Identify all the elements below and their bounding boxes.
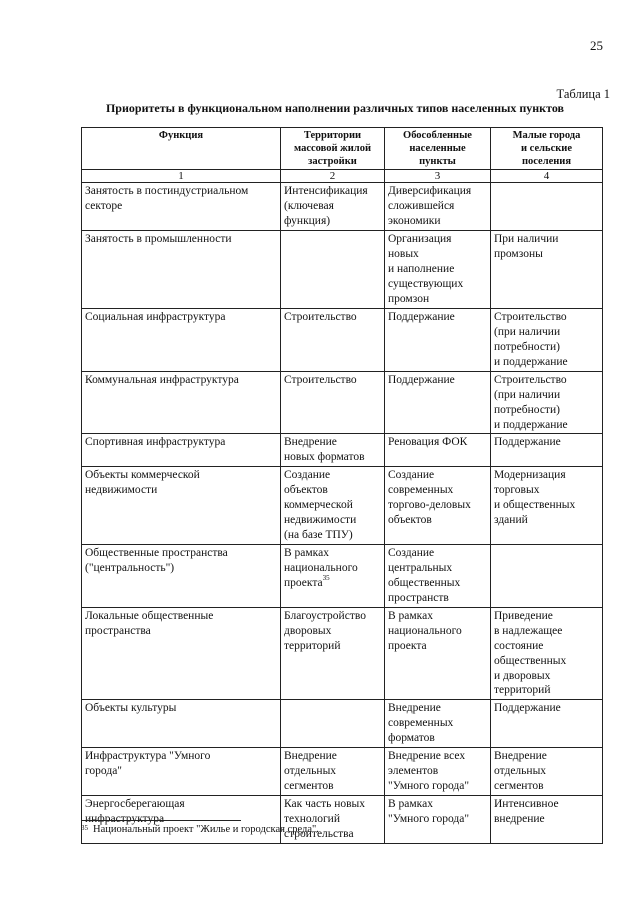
table-row bbox=[82, 308, 603, 371]
cell-line: "Умного города" bbox=[388, 812, 470, 825]
cell-line: и поддержание bbox=[494, 418, 568, 431]
cell-line: сегментов bbox=[284, 780, 334, 793]
cell-line: в надлежащее bbox=[494, 624, 563, 637]
column-header bbox=[281, 128, 385, 170]
cell-line: Объекты культуры bbox=[85, 702, 177, 715]
priority-cell bbox=[491, 545, 603, 608]
function-cell bbox=[82, 545, 281, 608]
cell-line: (на базе ТПУ) bbox=[284, 529, 353, 542]
cell-line: Благоустройство bbox=[284, 609, 366, 622]
cell-line: современных bbox=[388, 484, 454, 497]
column-header-line: Территории bbox=[303, 130, 362, 141]
cell-line: существующих bbox=[388, 278, 464, 291]
table-row bbox=[82, 371, 603, 434]
cell-line: торгово-деловых bbox=[388, 499, 471, 512]
column-header-line: массовой жилой bbox=[293, 142, 372, 154]
function-cell bbox=[82, 183, 281, 231]
priority-cell bbox=[491, 371, 603, 434]
priority-cell bbox=[281, 748, 385, 796]
table-row bbox=[82, 700, 603, 748]
cell-line: Энергосберегающая bbox=[85, 798, 185, 811]
cell-line: Коммунальная инфраструктура bbox=[85, 373, 239, 386]
cell-line: Интенсификация bbox=[284, 185, 368, 198]
cell-line: и наполнение bbox=[388, 263, 455, 276]
priority-cell bbox=[491, 308, 603, 371]
column-number: 4 bbox=[491, 170, 603, 183]
cell-line: технологий bbox=[284, 812, 340, 825]
cell-line: инфраструктура bbox=[85, 812, 165, 825]
cell-line: форматов bbox=[388, 732, 435, 745]
table-row bbox=[82, 545, 603, 608]
priorities-table bbox=[81, 127, 603, 844]
cell-line: Внедрение bbox=[284, 436, 337, 449]
cell-line: национального bbox=[388, 624, 462, 637]
table-row bbox=[82, 607, 603, 700]
cell-line: Создание bbox=[284, 469, 331, 482]
cell-line: Инфраструктура "Умного bbox=[85, 750, 211, 763]
cell-line: Строительство bbox=[494, 373, 567, 386]
cell-line: и общественных bbox=[494, 499, 576, 512]
cell-line: общественных bbox=[494, 654, 567, 667]
cell-line: Строительство bbox=[284, 310, 357, 323]
priority-cell bbox=[385, 371, 491, 434]
priority-cell bbox=[385, 796, 491, 844]
cell-line: Локальные общественные bbox=[85, 609, 214, 622]
cell-line: Занятость в постиндустриальном bbox=[85, 185, 249, 198]
cell-line: Интенсивное bbox=[494, 798, 559, 811]
priority-cell bbox=[281, 796, 385, 844]
priority-cell bbox=[281, 545, 385, 608]
cell-line: Модернизация bbox=[494, 469, 566, 482]
priority-cell bbox=[491, 607, 603, 700]
page-number: 25 bbox=[590, 38, 603, 53]
column-header bbox=[491, 128, 603, 170]
priority-cell bbox=[491, 231, 603, 309]
cell-line: (при наличии bbox=[494, 388, 561, 401]
cell-line: Внедрение bbox=[494, 750, 547, 763]
priority-cell bbox=[385, 434, 491, 467]
cell-line: Поддержание bbox=[494, 702, 561, 715]
function-cell bbox=[82, 308, 281, 371]
cell-line: "Умного города" bbox=[388, 780, 470, 793]
table-row bbox=[82, 231, 603, 309]
priority-cell bbox=[385, 467, 491, 545]
priority-cell bbox=[281, 467, 385, 545]
priority-cell bbox=[385, 308, 491, 371]
cell-line: объектов bbox=[284, 484, 328, 497]
table-row bbox=[82, 183, 603, 231]
cell-line: ("центральность") bbox=[85, 561, 175, 574]
cell-line: состояние bbox=[494, 639, 544, 652]
cell-line: проекта bbox=[388, 639, 427, 652]
cell-line: элементов bbox=[388, 765, 439, 778]
cell-line: промзоны bbox=[494, 248, 543, 261]
cell-line: экономики bbox=[388, 215, 441, 228]
column-header-line: Малые города bbox=[512, 130, 581, 141]
priority-cell bbox=[281, 308, 385, 371]
priority-cell bbox=[281, 183, 385, 231]
priority-cell bbox=[281, 434, 385, 467]
function-cell bbox=[82, 748, 281, 796]
priority-cell bbox=[491, 748, 603, 796]
priority-cell bbox=[385, 183, 491, 231]
function-cell bbox=[82, 231, 281, 309]
table-row bbox=[82, 748, 603, 796]
cell-line: потребности) bbox=[494, 340, 560, 353]
cell-line: Создание bbox=[388, 469, 435, 482]
priority-cell bbox=[281, 607, 385, 700]
cell-line: Общественные пространства bbox=[85, 547, 228, 560]
column-number-row bbox=[82, 170, 603, 183]
cell-line: дворовых bbox=[284, 624, 332, 637]
cell-line: современных bbox=[388, 717, 454, 730]
function-cell bbox=[82, 700, 281, 748]
cell-line: новых bbox=[388, 248, 419, 261]
cell-line: В рамках bbox=[284, 547, 329, 560]
cell-line: отдельных bbox=[284, 765, 337, 778]
priority-cell bbox=[491, 183, 603, 231]
column-header-line: Функция bbox=[158, 130, 204, 141]
function-cell bbox=[82, 434, 281, 467]
cell-line: и дворовых bbox=[494, 669, 551, 682]
cell-line: функция) bbox=[284, 215, 331, 228]
cell-line: Поддержание bbox=[388, 373, 455, 386]
cell-line: Реновация ФОК bbox=[388, 436, 468, 449]
cell-line: сложившейся bbox=[388, 200, 455, 213]
cell-line: проекта bbox=[284, 576, 323, 589]
priority-cell bbox=[491, 467, 603, 545]
cell-line: Социальная инфраструктура bbox=[85, 310, 226, 323]
priority-cell bbox=[491, 796, 603, 844]
cell-line: потребности) bbox=[494, 403, 560, 416]
cell-line: Создание bbox=[388, 547, 435, 560]
cell-line: Поддержание bbox=[388, 310, 455, 323]
column-header-line: поселения bbox=[521, 155, 572, 167]
cell-line: Спортивная инфраструктура bbox=[85, 436, 226, 449]
table-label: Таблица 1 bbox=[556, 87, 610, 101]
priority-cell bbox=[491, 700, 603, 748]
column-header-line: Обособленные bbox=[403, 130, 472, 141]
priority-cell bbox=[281, 231, 385, 309]
priority-cell bbox=[385, 607, 491, 700]
cell-line: Как часть новых bbox=[284, 798, 366, 811]
cell-line: Занятость в промышленности bbox=[85, 233, 232, 246]
table-body bbox=[82, 170, 603, 843]
column-header-line: пункты bbox=[419, 155, 456, 167]
cell-line: недвижимости bbox=[85, 484, 158, 497]
cell-line: отдельных bbox=[494, 765, 547, 778]
column-number: 3 bbox=[385, 170, 491, 183]
footnote-number: 35 bbox=[81, 824, 88, 832]
cell-line: торговых bbox=[494, 484, 540, 497]
column-header bbox=[82, 128, 281, 170]
cell-line: и поддержание bbox=[494, 355, 568, 368]
column-header bbox=[385, 128, 491, 170]
footnote-reference[interactable]: 35 bbox=[322, 573, 330, 582]
cell-line: Приведение bbox=[494, 609, 553, 622]
cell-line: В рамках bbox=[388, 609, 433, 622]
cell-line: недвижимости bbox=[284, 514, 357, 527]
cell-line: территорий bbox=[284, 639, 341, 652]
cell-line: При наличии bbox=[494, 233, 559, 246]
cell-line: строительства bbox=[284, 827, 354, 840]
cell-line: промзон bbox=[388, 293, 430, 306]
footnote-divider bbox=[81, 820, 241, 821]
cell-line: Внедрение всех bbox=[388, 750, 466, 763]
cell-line: Поддержание bbox=[494, 436, 561, 449]
cell-line: внедрение bbox=[494, 812, 545, 825]
cell-line: Диверсификация bbox=[388, 185, 472, 198]
cell-line: (при наличии bbox=[494, 325, 561, 338]
priority-cell bbox=[281, 700, 385, 748]
cell-line: пространства bbox=[85, 624, 151, 637]
cell-line: Строительство bbox=[284, 373, 357, 386]
priority-cell bbox=[385, 748, 491, 796]
cell-line: Объекты коммерческой bbox=[85, 469, 200, 482]
function-cell bbox=[82, 371, 281, 434]
cell-line: пространств bbox=[388, 591, 449, 604]
cell-line: территорий bbox=[494, 684, 551, 697]
priority-cell bbox=[385, 231, 491, 309]
cell-line: зданий bbox=[494, 514, 528, 527]
cell-line: Строительство bbox=[494, 310, 567, 323]
column-header-line: населенные bbox=[409, 142, 466, 154]
cell-line: Внедрение bbox=[284, 750, 337, 763]
priority-cell bbox=[385, 545, 491, 608]
column-header-line: застройки bbox=[308, 155, 357, 167]
table-row bbox=[82, 467, 603, 545]
table-header-row bbox=[82, 128, 603, 170]
function-cell bbox=[82, 467, 281, 545]
priority-cell bbox=[281, 371, 385, 434]
cell-line: коммерческой bbox=[284, 499, 353, 512]
cell-line: новых форматов bbox=[284, 451, 365, 464]
cell-line: города" bbox=[85, 765, 122, 778]
footnote bbox=[81, 824, 319, 835]
table-title: Приоритеты в функциональном наполнении различных типов населенных пунктов bbox=[105, 101, 565, 115]
column-number: 2 bbox=[281, 170, 385, 183]
column-number: 1 bbox=[82, 170, 281, 183]
function-cell bbox=[82, 607, 281, 700]
cell-line: (ключевая bbox=[284, 200, 334, 213]
cell-line: сегментов bbox=[494, 780, 544, 793]
cell-line: Внедрение bbox=[388, 702, 441, 715]
column-header-line: и сельские bbox=[521, 142, 572, 154]
footnote-text: Национальный проект "Жилье и городская среда". bbox=[93, 824, 319, 835]
cell-line: объектов bbox=[388, 514, 432, 527]
priority-cell bbox=[491, 434, 603, 467]
cell-line: В рамках bbox=[388, 798, 433, 811]
cell-line: национального bbox=[284, 561, 358, 574]
cell-line: общественных bbox=[388, 576, 461, 589]
cell-line: секторе bbox=[85, 200, 123, 213]
cell-line: центральных bbox=[388, 561, 453, 574]
table-row bbox=[82, 434, 603, 467]
priority-cell bbox=[385, 700, 491, 748]
cell-line: Организация bbox=[388, 233, 452, 246]
